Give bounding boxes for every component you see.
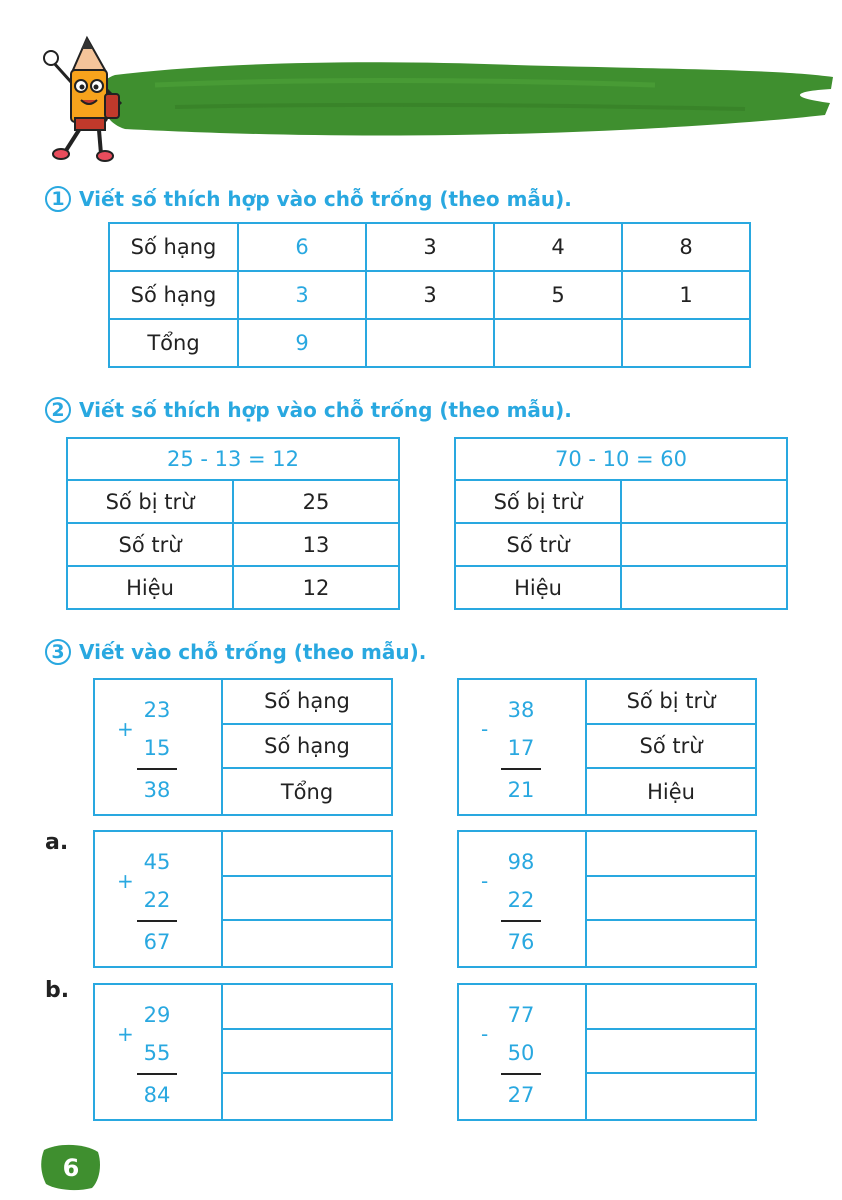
row-label: Số hạng	[223, 680, 391, 725]
result-line	[137, 768, 177, 770]
operator-sign: -	[481, 869, 489, 893]
row-label: Hiệu	[67, 566, 233, 609]
bottom-operand: 22	[507, 888, 535, 912]
result-line	[501, 920, 541, 922]
label-column	[585, 985, 755, 1119]
question-1-heading	[45, 183, 572, 215]
part-a-addition-box	[93, 830, 393, 968]
table-row	[455, 566, 787, 609]
operator-sign: +	[117, 869, 134, 893]
table-row	[67, 438, 399, 480]
q2-left-table	[66, 437, 400, 610]
answer-cell[interactable]	[223, 877, 391, 922]
label-column	[221, 985, 391, 1119]
answer-cell[interactable]	[223, 1074, 391, 1119]
table-cell: 3	[366, 223, 494, 271]
answer-cell[interactable]	[622, 319, 750, 367]
row-label: Tổng	[109, 319, 238, 367]
green-brush-banner	[95, 45, 835, 140]
table-cell: 25	[233, 480, 399, 523]
table-cell: 4	[494, 223, 622, 271]
table-cell: 3	[366, 271, 494, 319]
top-operand: 23	[143, 698, 171, 722]
bottom-operand: 55	[143, 1041, 171, 1065]
answer-cell[interactable]	[587, 921, 755, 966]
pencil-mascot-icon	[35, 30, 135, 165]
table-row	[109, 223, 750, 271]
result: 38	[143, 778, 171, 802]
row-label: Số bị trừ	[455, 480, 621, 523]
result: 21	[507, 778, 535, 802]
answer-cell[interactable]	[587, 1030, 755, 1075]
question-2-heading	[45, 394, 572, 426]
row-label: Hiệu	[455, 566, 621, 609]
operator-sign: -	[481, 1022, 489, 1046]
part-b-label: b.	[45, 978, 70, 1003]
result-line	[501, 1073, 541, 1075]
answer-cell[interactable]	[223, 921, 391, 966]
question-number: 2	[45, 397, 71, 423]
vertical-calculation	[459, 985, 585, 1119]
result: 76	[507, 930, 535, 954]
answer-cell[interactable]	[366, 319, 494, 367]
operator-sign: +	[117, 1022, 134, 1046]
row-label: Số trừ	[587, 725, 755, 770]
q1-table	[108, 222, 751, 368]
result: 27	[507, 1083, 535, 1107]
row-label: Số hạng	[109, 223, 238, 271]
example-addition-box	[93, 678, 393, 816]
table-cell: 13	[233, 523, 399, 566]
top-operand: 77	[507, 1003, 535, 1027]
row-label: Số hạng	[223, 725, 391, 770]
result: 67	[143, 930, 171, 954]
answer-cell[interactable]	[587, 877, 755, 922]
answer-cell[interactable]	[587, 1074, 755, 1119]
equation: 70 - 10 = 60	[455, 438, 787, 480]
table-cell: 8	[622, 223, 750, 271]
label-column	[221, 680, 391, 814]
result-line	[137, 1073, 177, 1075]
vertical-calculation	[459, 680, 585, 814]
question-title: Viết vào chỗ trống (theo mẫu).	[79, 640, 427, 664]
label-column	[585, 832, 755, 966]
table-cell: 1	[622, 271, 750, 319]
result: 84	[143, 1083, 171, 1107]
table-row	[67, 566, 399, 609]
vertical-calculation	[95, 832, 221, 966]
answer-cell[interactable]	[587, 832, 755, 877]
bottom-operand: 15	[143, 736, 171, 760]
row-label: Số hạng	[109, 271, 238, 319]
row-label: Số trừ	[67, 523, 233, 566]
table-row	[455, 480, 787, 523]
answer-cell[interactable]	[621, 566, 787, 609]
table-row	[109, 319, 750, 367]
result-line	[137, 920, 177, 922]
answer-cell[interactable]	[223, 832, 391, 877]
answer-cell[interactable]	[587, 985, 755, 1030]
label-column	[585, 680, 755, 814]
bottom-operand: 17	[507, 736, 535, 760]
page-number: 6	[62, 1154, 80, 1182]
table-row	[455, 523, 787, 566]
question-number: 3	[45, 639, 71, 665]
part-b-addition-box	[93, 983, 393, 1121]
answer-cell[interactable]	[223, 985, 391, 1030]
top-operand: 45	[143, 850, 171, 874]
question-number: 1	[45, 186, 71, 212]
answer-cell[interactable]	[621, 480, 787, 523]
table-cell: 6	[238, 223, 366, 271]
table-row	[67, 480, 399, 523]
row-label: Số bị trừ	[587, 680, 755, 725]
row-label: Số trừ	[455, 523, 621, 566]
part-b-subtraction-box	[457, 983, 757, 1121]
answer-cell[interactable]	[223, 1030, 391, 1075]
table-cell: 12	[233, 566, 399, 609]
top-operand: 98	[507, 850, 535, 874]
vertical-calculation	[95, 985, 221, 1119]
table-cell: 3	[238, 271, 366, 319]
table-row	[109, 271, 750, 319]
example-subtraction-box	[457, 678, 757, 816]
vertical-calculation	[95, 680, 221, 814]
part-a-label: a.	[45, 830, 69, 855]
part-a-subtraction-box	[457, 830, 757, 968]
top-operand: 38	[507, 698, 535, 722]
table-cell: 5	[494, 271, 622, 319]
q2-right-table	[454, 437, 788, 610]
row-label: Số bị trừ	[67, 480, 233, 523]
answer-cell[interactable]	[494, 319, 622, 367]
equation: 25 - 13 = 12	[67, 438, 399, 480]
top-operand: 29	[143, 1003, 171, 1027]
label-column	[221, 832, 391, 966]
row-label: Tổng	[280, 779, 334, 804]
table-row	[455, 438, 787, 480]
bottom-operand: 50	[507, 1041, 535, 1065]
vertical-calculation	[459, 832, 585, 966]
row-label: Hiệu	[647, 779, 695, 804]
question-3-heading	[45, 636, 426, 668]
bottom-operand: 22	[143, 888, 171, 912]
table-row	[67, 523, 399, 566]
result-line	[501, 768, 541, 770]
page-number-badge	[40, 1140, 102, 1192]
operator-sign: -	[481, 717, 489, 741]
question-title: Viết số thích hợp vào chỗ trống (theo mẫu).	[79, 398, 572, 422]
answer-cell[interactable]	[621, 523, 787, 566]
question-title: Viết số thích hợp vào chỗ trống (theo mẫu).	[79, 187, 572, 211]
operator-sign: +	[117, 717, 134, 741]
table-cell: 9	[238, 319, 366, 367]
